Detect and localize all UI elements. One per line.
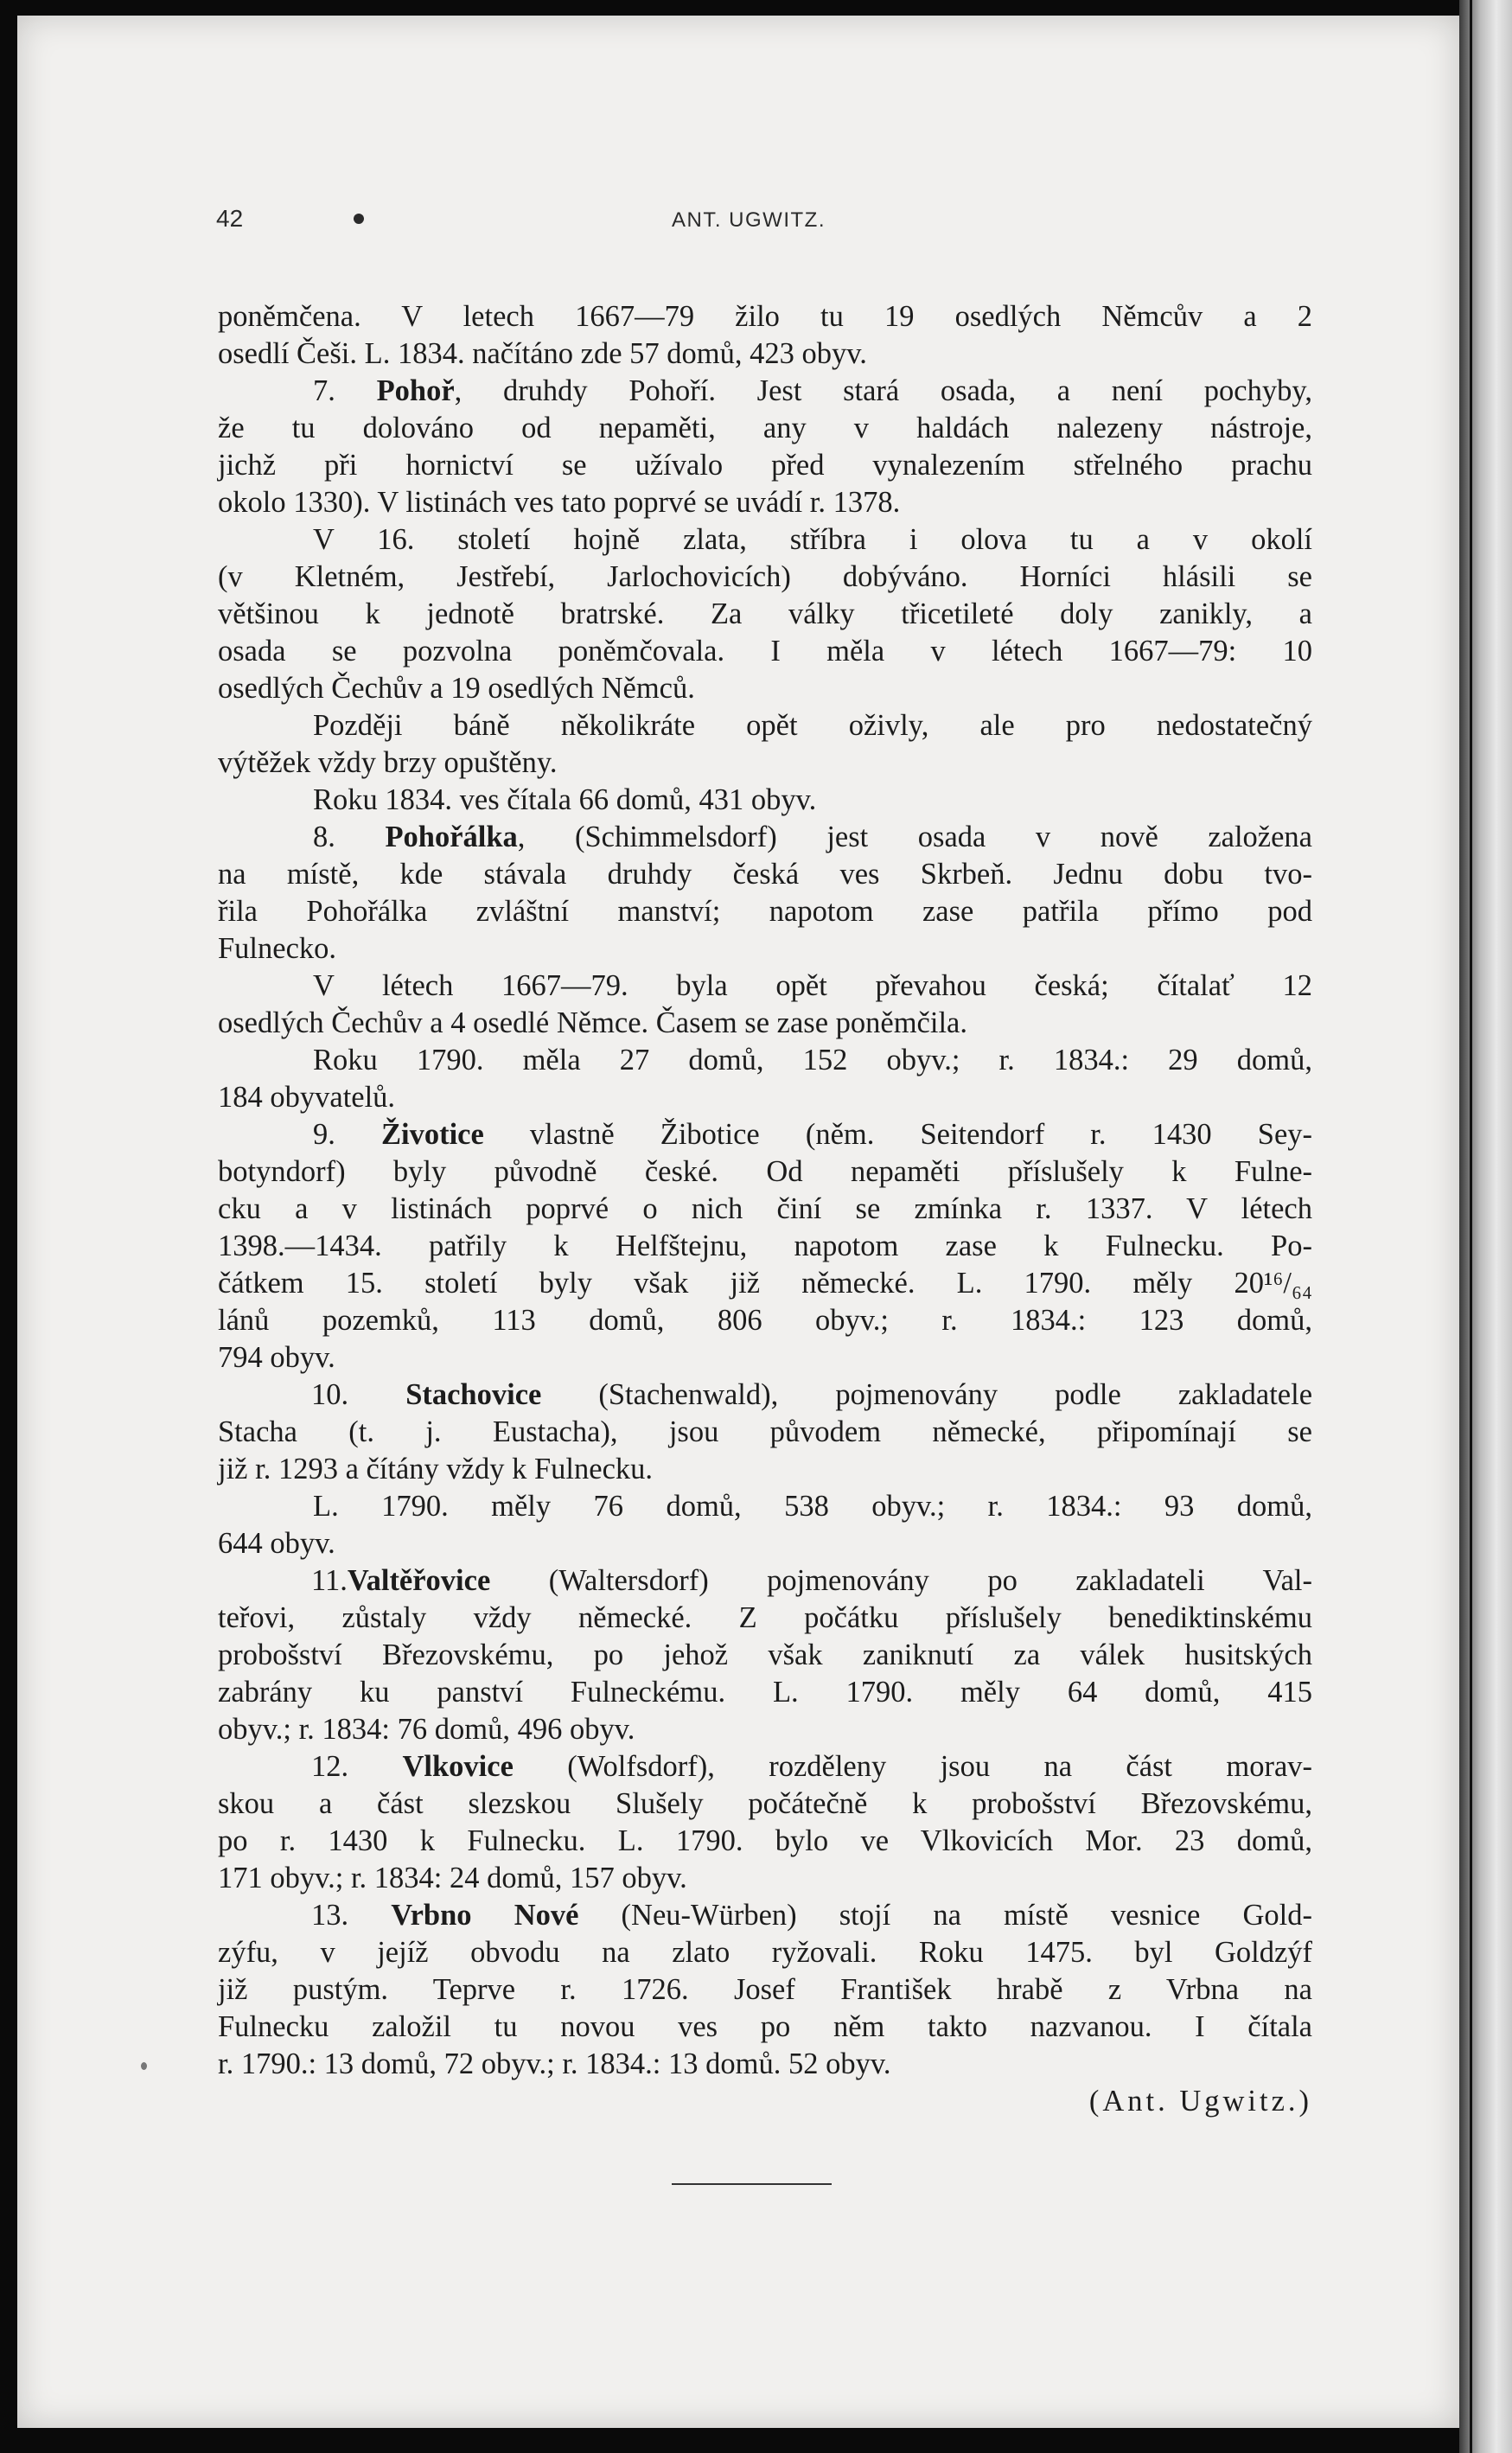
page-header [0, 205, 1512, 248]
text-line: že tu dolováno od nepaměti, any v haldách nalezeny nástroje, [218, 412, 1312, 444]
text-line: výtěžek vždy brzy opuštěny. [218, 746, 558, 779]
text-line: lánů pozemků, 113 domů, 806 obyv.; r. 1834.: 123 domů, [218, 1304, 1312, 1337]
text-line: po r. 1430 k Fulnecku. L. 1790. bylo ve Vlkovicích Mor. 23 domů, [218, 1824, 1312, 1857]
text-line: teřovi, zůstaly vždy německé. Z počátku příslušely benediktinskému [218, 1601, 1312, 1634]
entry-text: (Stachenwald), pojmenovány podle zakladatele [541, 1378, 1313, 1411]
text-line: 171 obyv.; r. 1834: 24 domů, 157 obyv. [218, 1862, 687, 1894]
entry-text: (Neu-Würben) stojí na místě vesnice Gold- [578, 1899, 1312, 1932]
entry-line [218, 1377, 1312, 1414]
author-signature: (Ant. Ugwitz.) [1088, 2085, 1312, 2118]
text-line: jichž při hornictví se užívalo před vynalezením střelného prachu [218, 449, 1312, 482]
text-line: okolo 1330). V listinách ves tato poprvé se uvádí r. 1378. [218, 486, 901, 519]
text-line: probošství Březovskému, po jehož však zaniknutí za válek husitských [218, 1639, 1312, 1671]
entry-name: Valtěřovice [347, 1564, 491, 1597]
entry-number: 9. [313, 1118, 335, 1151]
article-body [218, 298, 1312, 2120]
text-line: zýfu, v jejíž obvodu na zlato ryžovali. Roku 1475. byl Goldzýf [218, 1936, 1312, 1969]
entry-name: Vrbno Nové [391, 1899, 579, 1932]
text-line: (v Kletném, Jestřebí, Jarlochovicích) dobýváno. Horníci hlásili se [218, 560, 1312, 593]
entry-name: Vlkovice [402, 1750, 514, 1783]
text-line: poněmčena. V letech 1667—79 žilo tu 19 osedlých Němcův a 2 [218, 300, 1312, 333]
entry-number: 13. [311, 1899, 349, 1932]
text-line: 184 obyvatelů. [218, 1081, 396, 1114]
entry-line [218, 1897, 1312, 1934]
entry-line [218, 1748, 1312, 1785]
entry-name: Životice [381, 1118, 484, 1151]
entry-number: 12. [311, 1750, 349, 1783]
text-line: skou a část slezskou Slušely počátečně k probošství Březovskému, [218, 1787, 1312, 1820]
bullet-dot-icon [354, 214, 364, 224]
entry-number: 8. [313, 821, 335, 853]
print-speck [141, 2062, 147, 2070]
entry-number: 7. [313, 374, 335, 407]
text-line: osedlých Čechův a 4 osedlé Němce. Časem se zase poněmčila. [218, 1006, 967, 1039]
entry-name: Pohoř [376, 374, 455, 407]
text-line: na místě, kde stávala druhdy česká ves Skrbeň. Jednu dobu tvo- [218, 858, 1312, 891]
running-head: ANT. UGWITZ. [672, 208, 826, 232]
text-line: L. 1790. měly 76 domů, 538 obyv.; r. 1834.: 93 domů, [313, 1490, 1312, 1523]
entry-line [218, 1116, 1312, 1153]
page-number: 42 [216, 205, 244, 232]
text-line: botyndorf) byly původně české. Od nepaměti příslušely k Fulne- [218, 1155, 1312, 1188]
entry-line [218, 373, 1312, 410]
entry-text: vlastně Žibotice (něm. Seitendorf r. 1430 Sey- [483, 1118, 1312, 1151]
entry-line [218, 1562, 1312, 1600]
text-line: Fulnecko. [218, 932, 337, 965]
text-line: Roku 1834. ves čítala 66 domů, 431 obyv. [313, 783, 817, 816]
entry-text: (Waltersdorf) pojmenovány po zakladateli Val- [490, 1564, 1312, 1597]
text-line: 794 obyv. [218, 1341, 335, 1374]
entry-name: Stachovice [405, 1378, 542, 1411]
text-line: Stacha (t. j. Eustacha), jsou původem německé, připomínají se [218, 1415, 1312, 1448]
text-line: již r. 1293 a čítány vždy k Fulnecku. [218, 1453, 654, 1485]
entry-line [218, 819, 1312, 856]
text-line: Později báně několikráte opět oživly, ale pro nedostatečný [313, 709, 1312, 742]
entry-text: , (Schimmelsdorf) jest osada v nově založena [517, 821, 1312, 853]
text-line: většinou k jednotě bratrské. Za války třicetileté doly zanikly, a [218, 597, 1312, 630]
page-edge-line [1470, 0, 1472, 2453]
entry-number: 10. [311, 1378, 349, 1411]
entry-number: 11. [311, 1564, 348, 1597]
text-line: řila Pohořálka zvláštní manství; napotom zase patřila přímo pod [218, 895, 1312, 928]
text-line: V 16. století hojně zlata, stříbra i olova tu a v okolí [313, 523, 1312, 556]
entry-name: Pohořálka [385, 821, 518, 853]
entry-text: (Wolfsdorf), rozděleny jsou na část morav- [513, 1750, 1312, 1783]
text-line: Fulnecku založil tu novou ves po něm takto nazvanou. I čítala [218, 2010, 1312, 2043]
entry-text: , druhdy Pohoří. Jest stará osada, a není pochyby, [454, 374, 1313, 407]
text-line: Roku 1790. měla 27 domů, 152 obyv.; r. 1834.: 29 domů, [313, 1044, 1312, 1076]
closing-rule [672, 2183, 832, 2185]
text-line: 644 obyv. [218, 1527, 335, 1560]
text-line: cku a v listinách poprvé o nich činí se zmínka r. 1337. V létech [218, 1192, 1312, 1225]
text-line: 1398.—1434. patřily k Helfštejnu, napotom zase k Fulnecku. Po- [218, 1230, 1312, 1262]
text-line: osedlých Čechův a 19 osedlých Němců. [218, 672, 695, 705]
text-line: osedlí Češi. L. 1834. načítáno zde 57 domů, 423 obyv. [218, 337, 867, 370]
text-line: osada se pozvolna poněmčovala. I měla v létech 1667—79: 10 [218, 635, 1312, 668]
text-line: čátkem 15. století byly však již německé. L. 1790. měly 20¹⁶/₆₄ [218, 1267, 1312, 1300]
text-line: zabrány ku panství Fulneckému. L. 1790. měly 64 domů, 415 [218, 1676, 1312, 1709]
text-line: r. 1790.: 13 domů, 72 obyv.; r. 1834.: 13 domů. 52 obyv. [218, 2047, 891, 2080]
text-line: již pustým. Teprve r. 1726. Josef František hrabě z Vrbna na [218, 1973, 1312, 2006]
text-line: V létech 1667—79. byla opět převahou česká; čítalať 12 [313, 969, 1312, 1002]
text-line: obyv.; r. 1834: 76 domů, 496 obyv. [218, 1713, 635, 1746]
page-edge-shadow [1459, 0, 1512, 2453]
